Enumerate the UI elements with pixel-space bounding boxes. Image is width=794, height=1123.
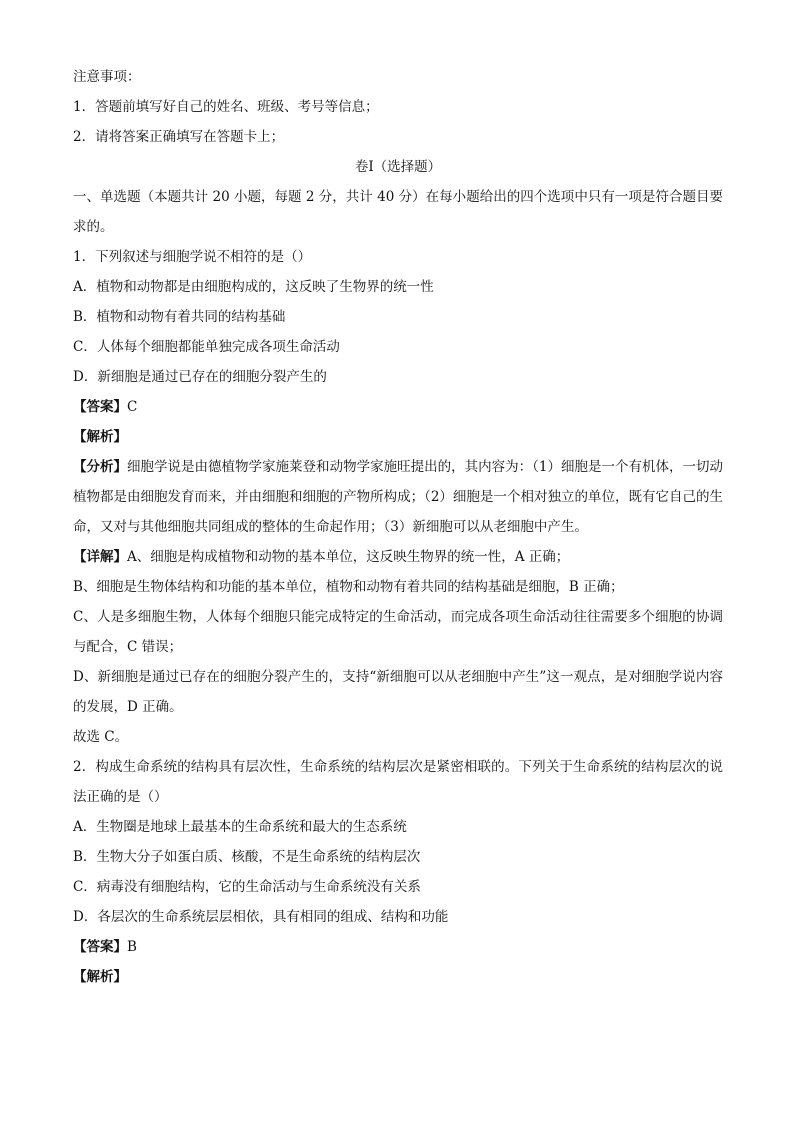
question-1-option-d: D．新细胞是通过已存在的细胞分裂产生的 bbox=[73, 369, 327, 385]
answer-value: C bbox=[127, 399, 138, 415]
answer-value: B bbox=[127, 939, 137, 955]
notice-item: 2．请将答案正确填写在答题卡上； bbox=[73, 129, 285, 145]
question-2-answer bbox=[73, 932, 723, 962]
question-1-option-c: C．人体每个细胞都能单独完成各项生命活动 bbox=[73, 339, 340, 355]
xiangjie-text: A、细胞是构成植物和动物的基本单位，这反映生物界的统一性，A 正确； bbox=[127, 549, 570, 565]
question-1-conclusion: 故选 C。 bbox=[73, 729, 129, 745]
question-1-xiangjie-c: C、人是多细胞生物，人体每个细胞只能完成特定的生命活动，而完成各项生命活动往往需要多个细胞的协调与配合，C 错误； bbox=[73, 609, 723, 655]
xiangjie-tag: 【详解】 bbox=[73, 549, 127, 565]
notice-item: 1．答题前填写好自己的姓名、班级、考号等信息； bbox=[73, 99, 379, 115]
part-header: 一、单选题（本题共计 20 小题，每题 2 分，共计 40 分）在每小题给出的四个选项中只有一项是符合题目要求的。 bbox=[73, 189, 723, 235]
answer-tag: 【答案】 bbox=[73, 399, 127, 415]
fenxi-tag: 【分析】 bbox=[73, 459, 128, 475]
question-1-analysis-tag: 【解析】 bbox=[73, 429, 127, 445]
question-2-option-c: C．病毒没有细胞结构，它的生命活动与生命系统没有关系 bbox=[73, 879, 421, 895]
notice-title: 注意事项： bbox=[73, 69, 141, 85]
answer-tag: 【答案】 bbox=[73, 939, 127, 955]
question-1-fenxi bbox=[73, 452, 723, 542]
question-1-answer bbox=[73, 392, 723, 422]
question-1-xiangjie-b: B、细胞是生物体结构和功能的基本单位，植物和动物有着共同的结构基础是细胞，B 正确； bbox=[73, 579, 624, 595]
question-2-analysis-tag: 【解析】 bbox=[73, 969, 127, 985]
question-1-option-a: A．植物和动物都是由细胞构成的，这反映了生物界的统一性 bbox=[73, 279, 434, 295]
question-2-option-a: A．生物圈是地球上最基本的生命系统和最大的生态系统 bbox=[73, 819, 407, 835]
question-1-option-b: B．植物和动物有着共同的结构基础 bbox=[73, 309, 286, 325]
question-1-xiangjie-a bbox=[73, 542, 723, 572]
document-body bbox=[73, 62, 723, 992]
question-2-stem: 2．构成生命系统的结构具有层次性，生命系统的结构层次是紧密相联的。下列关于生命系统的结构层次的说法正确的是（） bbox=[73, 759, 723, 805]
question-1-stem: 1．下列叙述与细胞学说不相符的是（） bbox=[73, 249, 312, 265]
question-2-option-b: B．生物大分子如蛋白质、核酸，不是生命系统的结构层次 bbox=[73, 849, 421, 865]
question-1-xiangjie-d: D、新细胞是通过已存在的细胞分裂产生的，支持“新细胞可以从老细胞中产生”这一观点，是对细胞学说内容的发展，D 正确。 bbox=[73, 669, 723, 715]
question-2-option-d: D．各层次的生命系统层层相依，具有相同的组成、结构和功能 bbox=[73, 909, 449, 925]
section-title: 卷I（选择题） bbox=[354, 159, 442, 175]
fenxi-text: 细胞学说是由德植物学家施莱登和动物学家施旺提出的，其内容为：（1）细胞是一个有机体，一切动植物都是由细胞发育而来，并由细胞和细胞的产物所构成；（2）细胞是一个相对独立的单位，既有它自己的生命，又对与其他细胞共同组成的整体的生命起作用；（3）新细胞可以从老细胞中产生。 bbox=[73, 459, 723, 535]
